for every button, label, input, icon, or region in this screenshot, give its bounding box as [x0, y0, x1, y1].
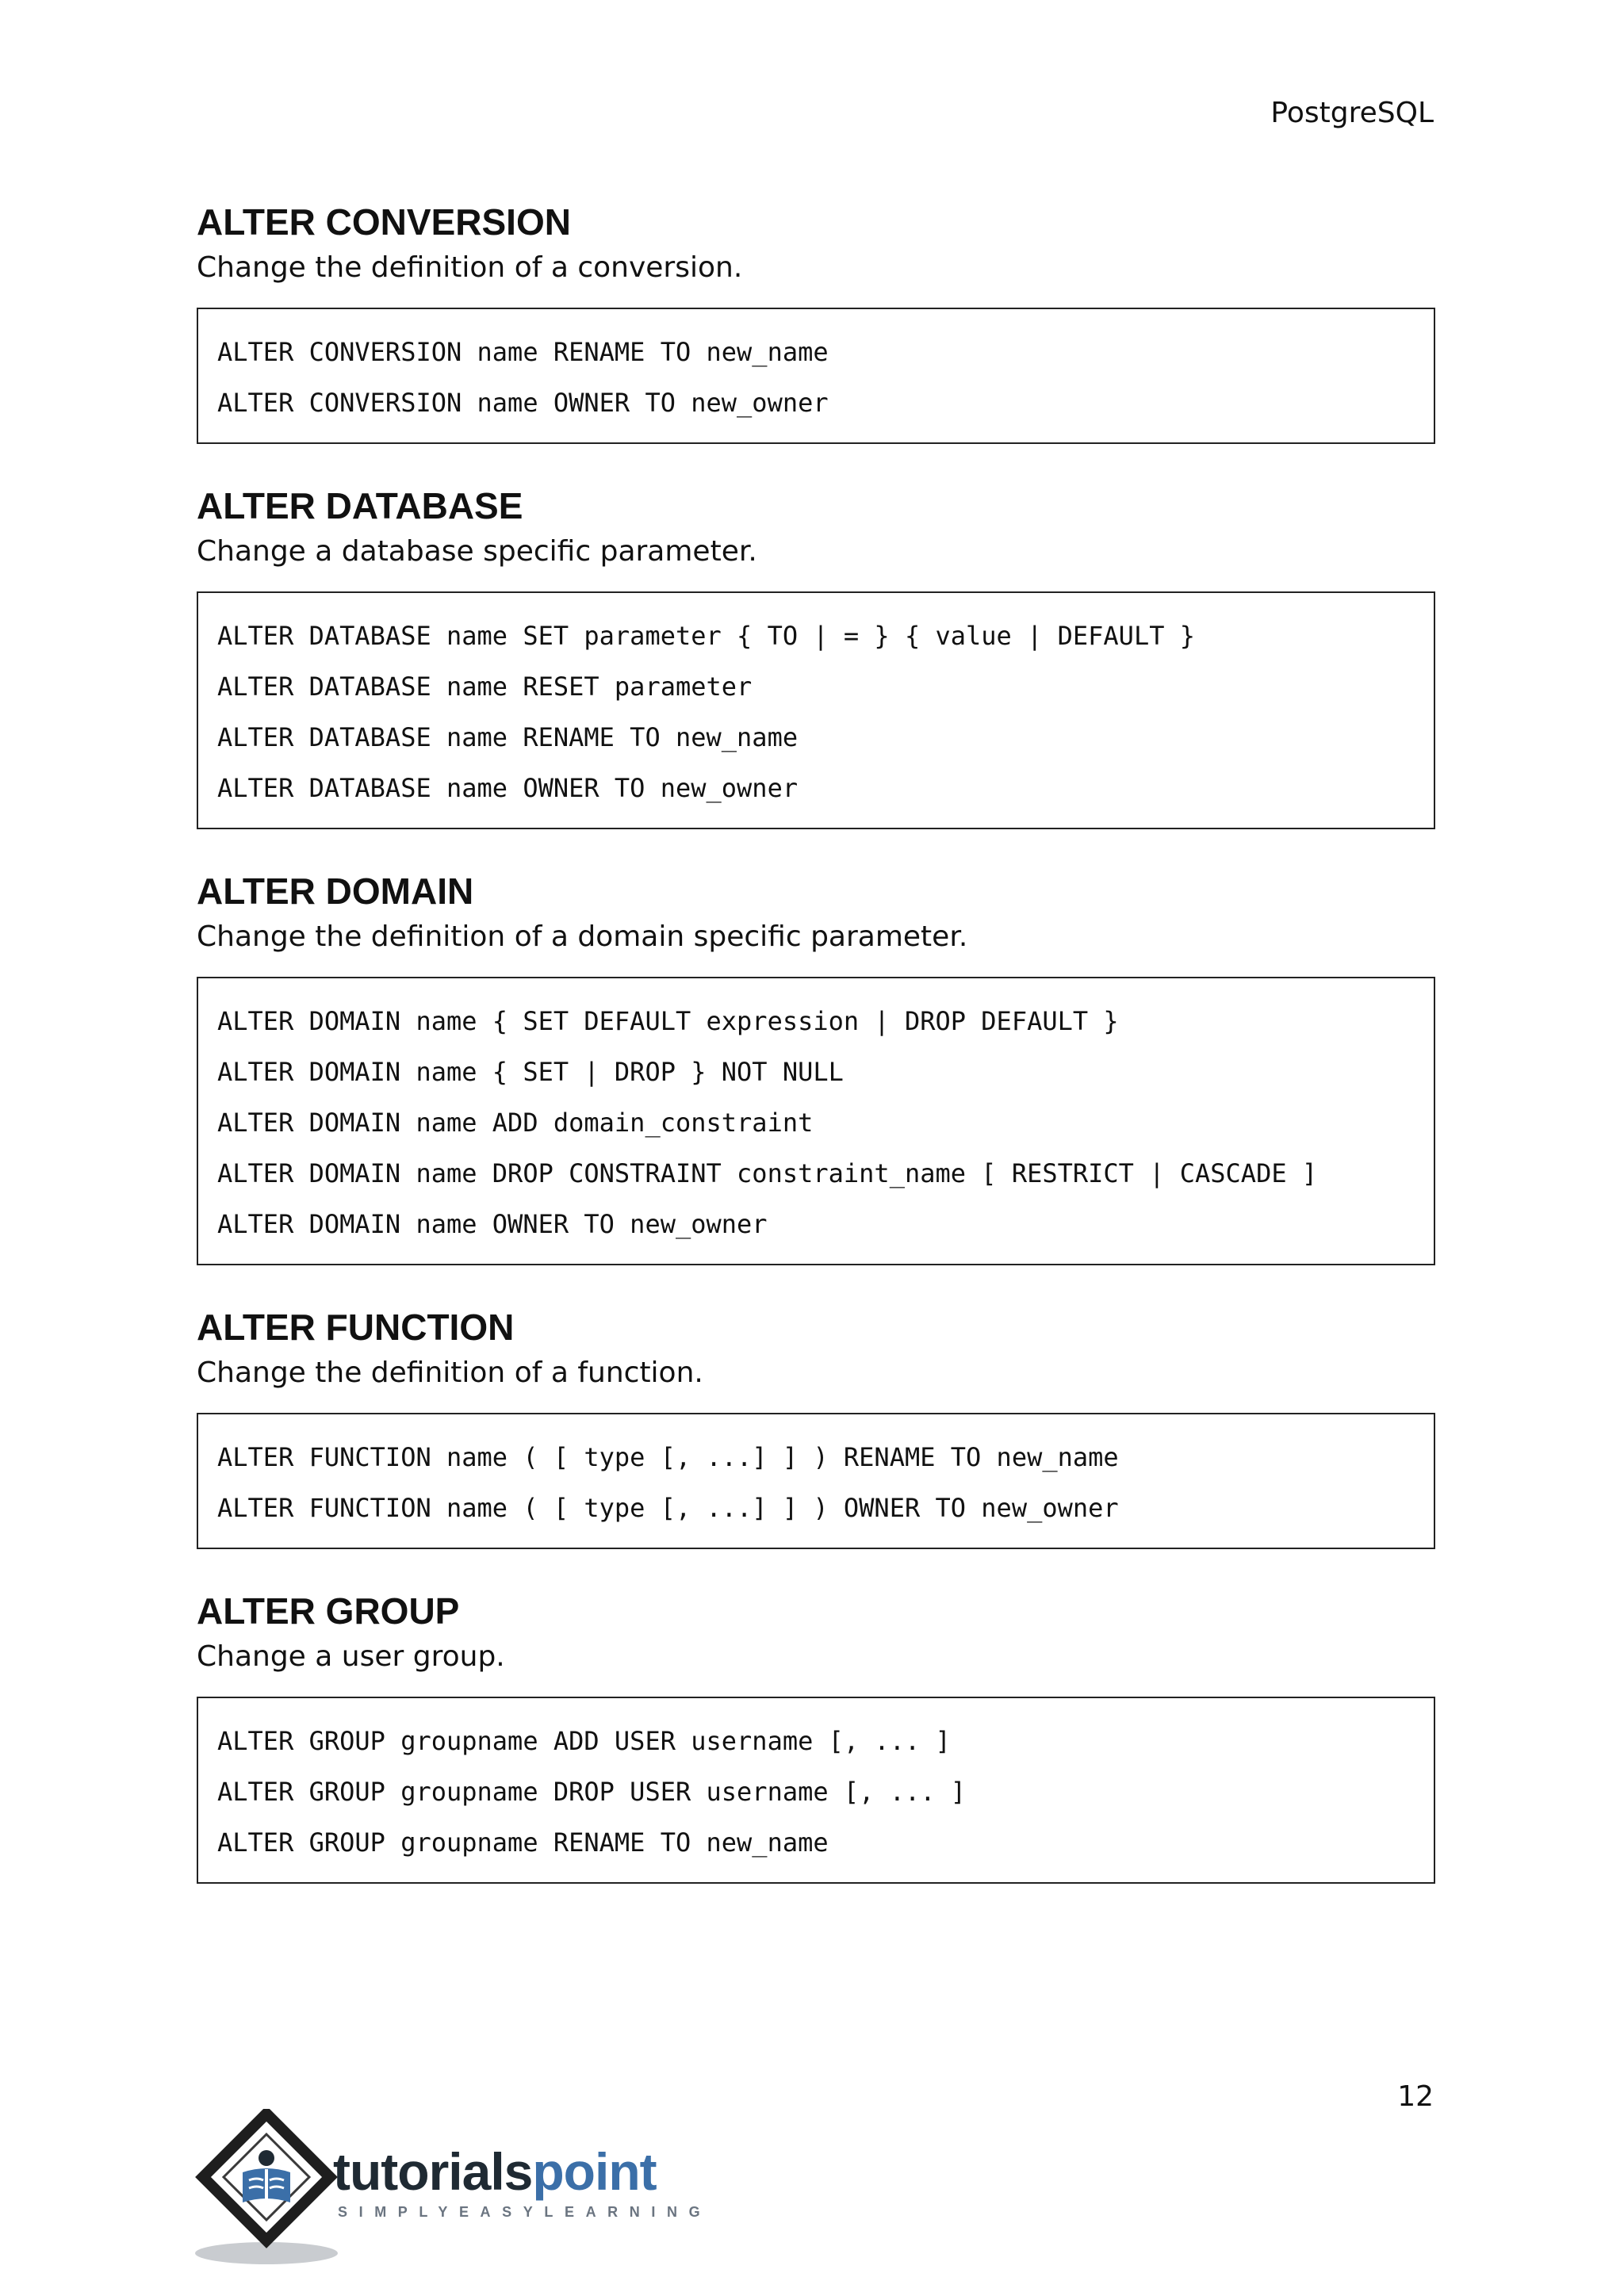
code-line: ALTER FUNCTION name ( [ type [, ...] ] ) OWNER TO new_owner	[217, 1493, 1119, 1523]
section-heading: ALTER GROUP	[197, 1590, 460, 1632]
running-header: PostgreSQL	[1270, 97, 1434, 129]
code-line: ALTER GROUP groupname DROP USER username [, ... ]	[217, 1777, 967, 1807]
section-heading: ALTER DATABASE	[197, 485, 523, 526]
logo-tagline: SIMPLYEASYLEARNING	[338, 2204, 712, 2220]
tutorialspoint-logo	[193, 2109, 712, 2267]
code-block	[197, 591, 1435, 829]
code-line: ALTER DOMAIN name DROP CONSTRAINT constraint_name [ RESTRICT | CASCADE ]	[217, 1158, 1318, 1188]
code-line: ALTER CONVERSION name OWNER TO new_owner	[217, 388, 829, 418]
code-block	[197, 977, 1435, 1265]
code-line: ALTER DOMAIN name { SET DEFAULT expression | DROP DEFAULT }	[217, 1006, 1119, 1036]
section-description: Change the definition of a domain specific parameter.	[197, 920, 968, 953]
code-block	[197, 1697, 1435, 1884]
code-line: ALTER DATABASE name SET parameter { TO | = } { value | DEFAULT }	[217, 621, 1195, 651]
code-line: ALTER DOMAIN name OWNER TO new_owner	[217, 1209, 768, 1239]
logo-wordmark: tutorialspoint	[333, 2142, 657, 2201]
code-line: ALTER DATABASE name RESET parameter	[217, 672, 753, 702]
section-description: Change a database specific parameter.	[197, 535, 757, 568]
section-alter-function	[197, 1305, 1435, 1549]
code-line: ALTER GROUP groupname ADD USER username [, ... ]	[217, 1726, 951, 1756]
section-alter-database	[197, 484, 1435, 829]
section-alter-conversion	[197, 200, 1435, 444]
code-block	[197, 1413, 1435, 1549]
code-line: ALTER DOMAIN name { SET | DROP } NOT NULL	[217, 1057, 844, 1087]
code-line: ALTER DATABASE name RENAME TO new_name	[217, 722, 799, 752]
code-line: ALTER DATABASE name OWNER TO new_owner	[217, 773, 799, 803]
logo-emblem-icon	[193, 2109, 352, 2267]
section-alter-domain	[197, 869, 1435, 1265]
code-line: ALTER CONVERSION name RENAME TO new_name	[217, 337, 829, 367]
code-line: ALTER GROUP groupname RENAME TO new_name	[217, 1827, 829, 1858]
page-number: 12	[1397, 2080, 1434, 2113]
section-description: Change the definition of a conversion.	[197, 251, 743, 284]
section-heading: ALTER CONVERSION	[197, 201, 571, 243]
section-alter-group	[197, 1589, 1435, 1884]
section-heading: ALTER FUNCTION	[197, 1307, 515, 1348]
section-description: Change the definition of a function.	[197, 1357, 703, 1389]
code-line: ALTER FUNCTION name ( [ type [, ...] ] ) RENAME TO new_name	[217, 1442, 1119, 1472]
page-content	[197, 200, 1435, 1923]
section-heading: ALTER DOMAIN	[197, 871, 474, 912]
code-line: ALTER DOMAIN name ADD domain_constraint	[217, 1108, 814, 1138]
section-description: Change a user group.	[197, 1640, 505, 1673]
code-block	[197, 308, 1435, 444]
